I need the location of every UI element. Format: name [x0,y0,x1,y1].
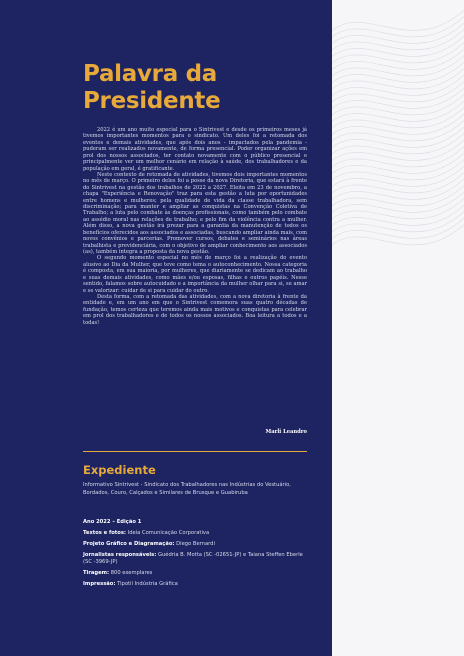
wave-line [332,39,464,79]
wave-line [332,163,464,203]
wave-line [332,111,464,151]
wave-line [332,98,464,138]
credit-label: Impressão: [83,581,116,588]
wave-line [332,130,464,170]
wave-line [332,176,464,216]
wave-line [332,215,464,255]
wave-line [332,78,464,118]
wave-line [332,104,464,144]
wave-line [332,137,464,177]
wave-line [332,208,464,248]
credit-value: Guédria B. Motta (SC -02651-JP) e Taiana Steffen Eberle (SC -3969-JP) [83,551,303,566]
credit-line [83,552,307,567]
wave-line [332,13,464,53]
body-paragraph: O segundo momento especial no mês de março foi a realização do evento alusivo ao Dia da Mulher, que teve como tema o autoconhecimento. Nossa categoria é composta, em sua maioria, por mulheres, que diariamente se dedicam ao trabalho e suas demais atividades, como mães e/ou esposas, filhas e outros papéis. Nesse sentido, falamos sobre autocuidado e a importância da mulher olhar para si, se amar e se valorizar: cuidar de si para cuidar do outro. [83,255,307,294]
body-paragraph: Desta forma, com a retomada das atividades, com a nova diretoria à frente da entidade e, em um ano em que o Sintrivest comemora suas quatro décadas de fundação, temos certeza que teremos ainda mais motivos e conquistas para celebrar em prol dos trabalhadores e de todos os nossos associados. Boa leitura a todos e a todas! [83,293,307,326]
wave-line [332,195,464,235]
edition-line [83,519,307,527]
wave-line [332,189,464,229]
wave-line [332,65,464,105]
credit-label: Jornalistas responsáveis: [83,551,157,558]
wave-line [332,182,464,222]
signature: Marli Leandro [265,429,307,435]
credit-line [83,530,307,538]
wave-line [332,59,464,99]
wave-line-decoration [332,0,464,656]
page-title [83,61,323,115]
wave-line [332,169,464,209]
credit-value: Ideia Comunicação Corporativa [127,529,210,536]
wave-line [332,143,464,183]
edition-text: Ano 2022 – Edição 1 [83,519,142,525]
wave-line [332,124,464,164]
wave-line [332,52,464,92]
wave-line [332,202,464,242]
title-line-2: Presidente [83,88,221,114]
wave-line [332,156,464,196]
credit-value: Tipotil Indústria Gráfica [117,581,178,588]
expediente-description: Informativo Sintrivest - Sindicato dos Trabalhadores nas Indústrias do Vestuário, Bordados, Couro, Calçados e Similares de Brusque e Guabiruba [83,482,291,496]
credit-label: Textos e fotos: [83,529,127,536]
wave-line [332,117,464,157]
section-divider [83,451,307,452]
credit-label: Projeto Gráfico e Diagramação: [83,540,175,547]
credits-block [83,519,307,592]
credit-value: Diego Bernardi [176,540,215,547]
body-paragraph: 2022 é um ano muito especial para o Sintrivest e desde os primeiros meses já tivemos importantes momentos para o sindicato. Um deles foi a retomada dos eventos e demais atividades, que após dois anos - impactados pela pandemia - puderam ser realizados novamente, de forma presencial. Poder organizar ações em prol dos nossos associados, ter contato novamente com o público presencial e principalmente ver um melhor cenário em relação à saúde, dos trabalhadores e da população em geral, é gratificante. [83,127,307,172]
expediente-heading: Expediente [83,463,156,477]
wave-line [332,20,464,60]
wave-line [332,33,464,73]
credit-line [83,570,307,578]
body-paragraph: Neste contexto de retomada de atividades, tivemos dois importantes momentos no mês de março. O primeiro deles foi a posse da nova Diretoria, que estará à frente do Sintrivest na gestão dos trabalhos de 2022 a 2027. Eleita em 23 de novembro, a chapa "Experiência e Renovação" traz para esta gestão a luta por oportunidades entre homens e mulheres; pela qualidade de vida da classe trabalhadora, sem discriminação; para manter e ampliar as conquistas na Convenção Coletiva de Trabalho; a luta pelo combate às doenças profissionais, como também pelo combate ao assédio moral nas relações de trabalho; e pelo fim da violência contra a mulher. Além disso, a nova gestão irá prezar para a garantia da manutenção de todos os benefícios oferecidos aos associados e associadas, buscando ampliar ainda mais, com novos convênios e parcerias. Promover cursos, debates e seminários nas áreas trabalhista e previdenciária, com o objetivo de ampliar conhecimento aos associados (as), também integra a proposta da nova gestão. [83,171,307,256]
credit-line [83,541,307,549]
wave-lines-graphic [332,0,464,656]
credit-value: 800 exemplares [110,570,153,577]
wave-line [332,7,464,47]
wave-line [332,91,464,131]
credit-line [83,581,307,589]
credit-label: Tiragem: [83,570,110,577]
wave-line [332,150,464,190]
wave-line [332,46,464,86]
article-body [83,127,307,326]
title-line-1: Palavra da [83,61,218,87]
wave-line [332,0,464,40]
wave-line [332,26,464,66]
wave-line [332,85,464,125]
wave-line [332,72,464,112]
